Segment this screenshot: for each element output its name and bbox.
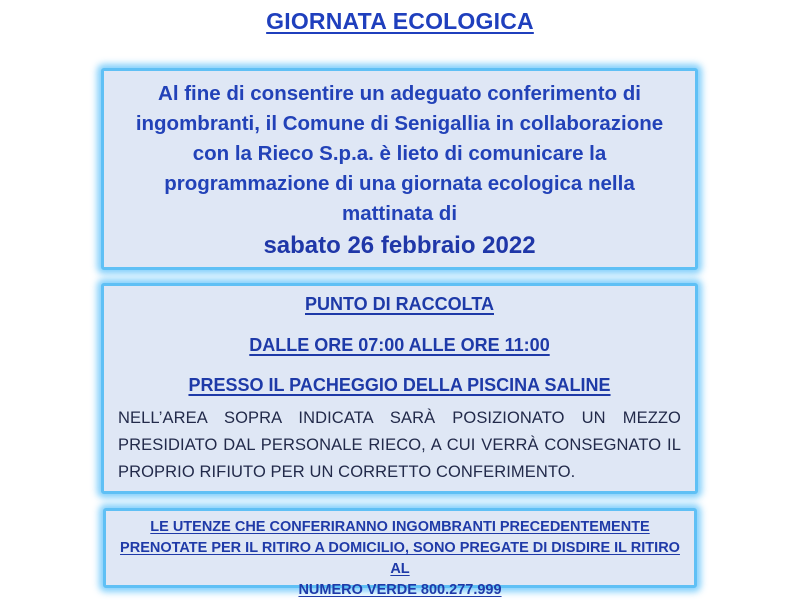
intro-line: Al fine di consentire un adeguato conferimento di — [158, 82, 641, 105]
details-box — [101, 283, 698, 494]
notice-line: NUMERO VERDE 800.277.999 — [298, 582, 502, 598]
intro-box — [101, 68, 698, 270]
intro-line: con la Rieco S.p.a. è lieto di comunicare la — [192, 142, 607, 165]
details-body-text: NELL’AREA SOPRA INDICATA SARÀ POSIZIONATO UN MEZZO PRESIDIATO DAL PERSONALE RIECO, A CUI VERRÀ CONSEGNATO IL PROPRIO RIFIUTO PER UN CORRETTO CONFERIMENTO. — [118, 409, 681, 481]
time-range-heading: DALLE ORE 07:00 ALLE ORE 11:00 — [249, 335, 550, 355]
notice-line: LE UTENZE CHE CONFERIRANNO INGOMBRANTI PRECEDENTEMENTE — [150, 519, 650, 535]
intro-line: mattinata di — [341, 202, 458, 225]
event-date: sabato 26 febbraio 2022 — [263, 232, 536, 259]
page-title: GIORNATA ECOLOGICA — [266, 8, 534, 34]
collection-point-heading: PUNTO DI RACCOLTA — [305, 294, 494, 314]
intro-line: ingombranti, il Comune di Senigallia in collaborazione — [135, 112, 664, 135]
notice-box — [103, 508, 697, 598]
intro-line: programmazione di una giornata ecologica nella — [164, 172, 635, 195]
notice-line: PRENOTATE PER IL RITIRO A DOMICILIO, SONO PREGATE DI DISDIRE IL RITIRO AL — [120, 540, 680, 577]
location-heading: PRESSO IL PACHEGGIO DELLA PISCINA SALINE — [188, 375, 611, 395]
